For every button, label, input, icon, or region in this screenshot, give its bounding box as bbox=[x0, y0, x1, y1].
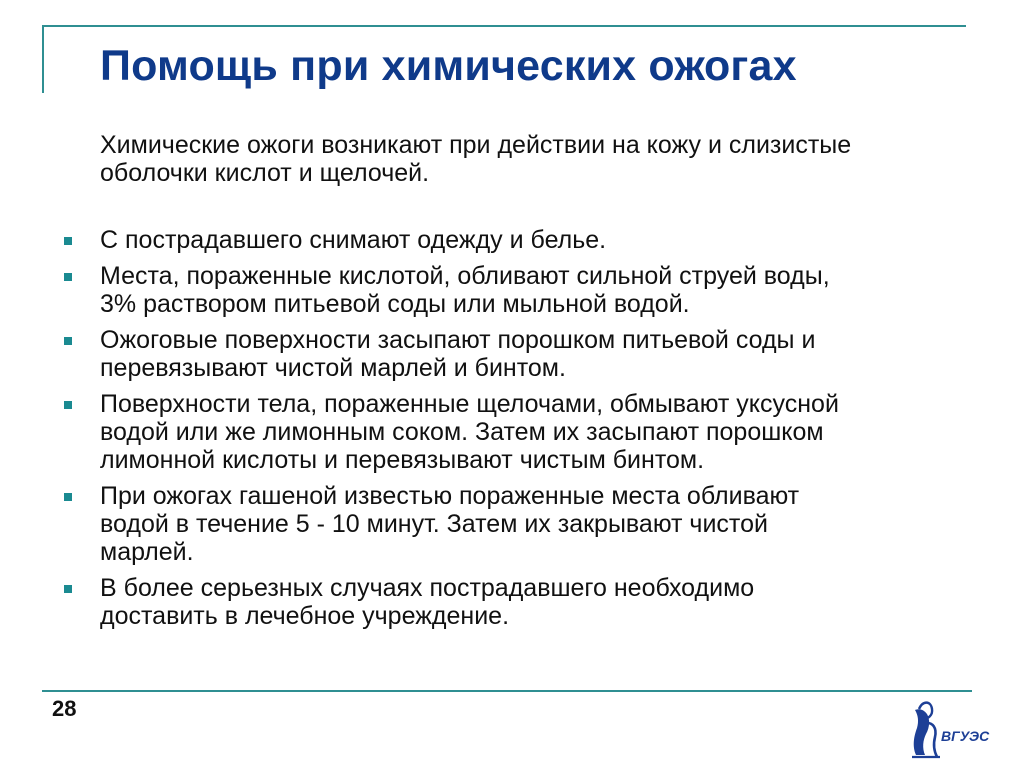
bullet-item-1 bbox=[0, 226, 960, 254]
bullet-text-4 bbox=[100, 390, 960, 474]
bullet-6-line-2: доставить в лечебное учреждение. bbox=[100, 602, 510, 630]
slide-title: Помощь при химических ожогах bbox=[100, 42, 797, 90]
bullet-4-line-1: Поверхности тела, пораженные щелочами, обмывают уксусной bbox=[100, 390, 839, 418]
square-bullet-icon bbox=[64, 585, 72, 593]
bullet-1-line-1: С пострадавшего снимают одежду и белье. bbox=[100, 226, 607, 254]
bullet-2-line-2: 3% раствором питьевой соды или мыльной водой. bbox=[100, 290, 690, 318]
bullet-3-line-2: перевязывают чистой марлей и бинтом. bbox=[100, 354, 566, 382]
bullet-text-6 bbox=[100, 574, 960, 630]
bullet-3-line-1: Ожоговые поверхности засыпают порошком питьевой соды и bbox=[100, 326, 816, 354]
bullet-5-line-3: марлей. bbox=[100, 538, 194, 566]
bullet-text-1 bbox=[100, 226, 960, 254]
top-frame-line bbox=[42, 25, 966, 27]
bullet-2-line-1: Места, пораженные кислотой, обливают сильной струей воды, bbox=[100, 262, 830, 290]
university-logo-icon bbox=[906, 698, 990, 760]
bullet-text-2 bbox=[100, 262, 960, 318]
bullet-5-line-1: При ожогах гашеной известью пораженные места обливают bbox=[100, 482, 800, 510]
left-frame-line bbox=[42, 25, 44, 93]
square-bullet-icon bbox=[64, 337, 72, 345]
bullet-item-3 bbox=[0, 326, 960, 382]
footer-divider bbox=[42, 690, 972, 692]
bullet-item-6 bbox=[0, 574, 960, 630]
page-number: 28 bbox=[52, 696, 77, 721]
bullet-item-5 bbox=[0, 482, 960, 566]
square-bullet-icon bbox=[64, 273, 72, 281]
square-bullet-icon bbox=[64, 237, 72, 245]
intro-paragraph bbox=[100, 131, 970, 187]
intro-line-2: оболочки кислот и щелочей. bbox=[100, 159, 430, 187]
bullet-text-3 bbox=[100, 326, 960, 382]
bullet-list bbox=[0, 226, 1000, 638]
bullet-item-4 bbox=[0, 390, 960, 474]
bullet-item-2 bbox=[0, 262, 960, 318]
bullet-6-line-1: В более серьезных случаях пострадавшего необходимо bbox=[100, 574, 755, 602]
bullet-5-line-2: водой в течение 5 - 10 минут. Затем их закрывают чистой bbox=[100, 510, 768, 538]
square-bullet-icon bbox=[64, 493, 72, 501]
square-bullet-icon bbox=[64, 401, 72, 409]
bullet-text-5 bbox=[100, 482, 960, 566]
bullet-4-line-3: лимонной кислоты и перевязывают чистым бинтом. bbox=[100, 446, 705, 474]
intro-line-1: Химические ожоги возникают при действии на кожу и слизистые bbox=[100, 131, 852, 159]
bullet-4-line-2: водой или же лимонным соком. Затем их засыпают порошком bbox=[100, 418, 824, 446]
logo-text: ВГУЭС bbox=[941, 728, 990, 744]
